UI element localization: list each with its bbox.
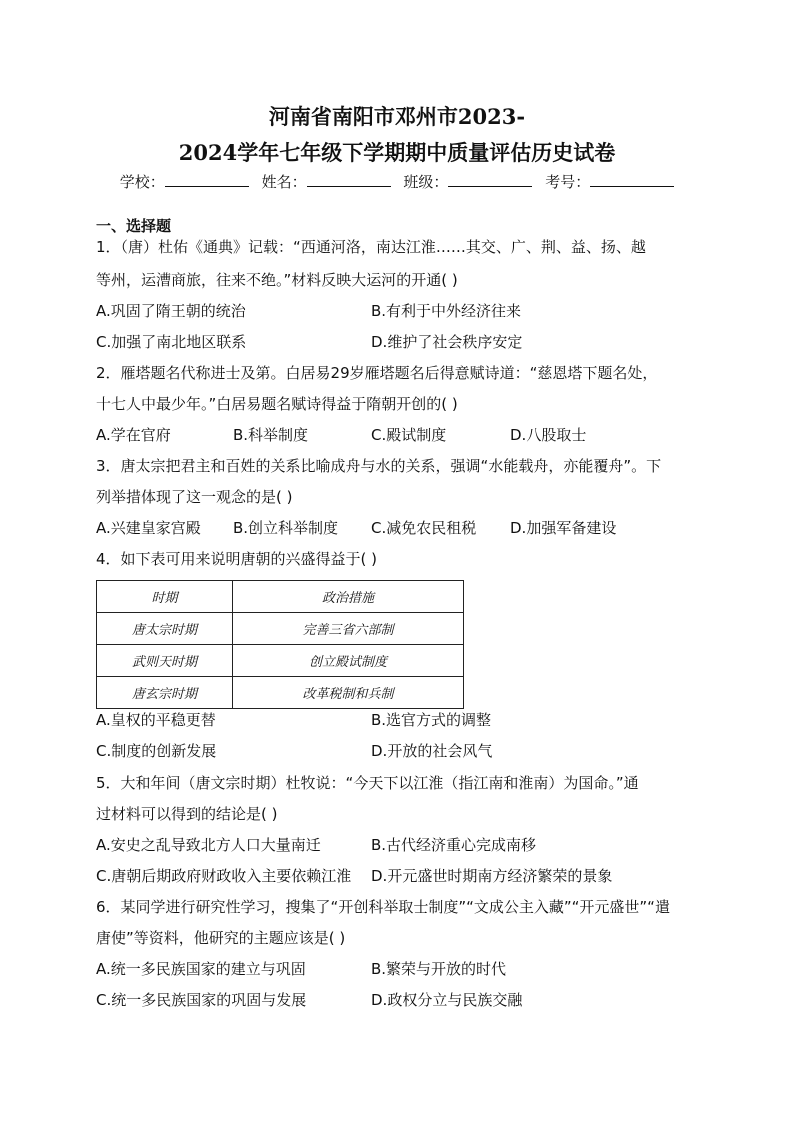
question-4-line-1: 4．如下表可用来说明唐朝的兴盛得益于( ) (96, 550, 378, 568)
question-5-option-a[interactable]: A.安史之乱导致北方人口大量南迁 (96, 836, 321, 854)
table-header-measures: 政治措施 (233, 581, 464, 613)
table-cell-measure: 改革税制和兵制 (233, 677, 464, 709)
exam-number-field: 考号： (545, 171, 674, 192)
question-1-option-d[interactable]: D.维护了社会秩序安定 (371, 333, 523, 351)
question-2-option-a[interactable]: A.学在官府 (96, 426, 171, 444)
student-info-row (0, 171, 794, 192)
school-blank[interactable] (165, 174, 249, 187)
question-3-line-1: 3．唐太宗把君主和百姓的关系比喻成舟与水的关系，强调“水能载舟，亦能覆舟”。下 (96, 457, 662, 475)
table-cell-period: 武则天时期 (97, 645, 233, 677)
question-6-option-a[interactable]: A.统一多民族国家的建立与巩固 (96, 960, 306, 978)
question-1-option-b[interactable]: B.有利于中外经济往来 (371, 302, 522, 320)
question-5-line-2: 过材料可以得到的结论是( ) (96, 805, 278, 823)
question-3-option-a[interactable]: A.兴建皇家宫殿 (96, 519, 201, 537)
question-3-option-c[interactable]: C.减免农民租税 (371, 519, 477, 537)
table-cell-period: 唐玄宗时期 (97, 677, 233, 709)
question-5-option-c[interactable]: C.唐朝后期政府财政收入主要依赖江淮 (96, 867, 352, 885)
question-4-option-a[interactable]: A.皇权的平稳更替 (96, 711, 216, 729)
question-3-line-2: 列举措体现了这一观念的是( ) (96, 488, 293, 506)
question-6-option-c[interactable]: C.统一多民族国家的巩固与发展 (96, 991, 307, 1009)
question-4-option-c[interactable]: C.制度的创新发展 (96, 742, 217, 760)
class-blank[interactable] (448, 174, 532, 187)
name-blank[interactable] (307, 174, 391, 187)
question-2-line-2: 十七人中最少年。”白居易题名赋诗得益于隋朝开创的( ) (96, 395, 458, 413)
question-1-option-a[interactable]: A.巩固了隋王朝的统治 (96, 302, 246, 320)
exam-title-line-2: 2024学年七年级下学期期中质量评估历史试卷 (178, 140, 616, 165)
name-field: 姓名： (262, 171, 391, 192)
exam-number-blank[interactable] (590, 174, 674, 187)
question-6-option-b[interactable]: B.繁荣与开放的时代 (371, 960, 507, 978)
table-row (97, 677, 464, 709)
question-4-option-d[interactable]: D.开放的社会风气 (371, 742, 493, 760)
political-measures-table (96, 580, 464, 709)
class-field: 班级： (403, 171, 532, 192)
table-header-period: 时期 (97, 581, 233, 613)
question-1-line-1: 1．（唐）杜佑《通典》记载：“西通河洛，南达江淮……其交、广、荆、益、扬、越 (96, 238, 646, 256)
table-cell-measure: 创立殿试制度 (233, 645, 464, 677)
question-1-line-2: 等州，运漕商旅，往来不绝。”材料反映大运河的开通( ) (96, 271, 458, 289)
question-3-option-d[interactable]: D.加强军备建设 (510, 519, 617, 537)
table-row (97, 645, 464, 677)
question-5-line-1: 5．大和年间（唐文宗时期）杜牧说：“今天下以江淮（指江南和淮南）为国命。”通 (96, 774, 639, 792)
table-header-row (97, 581, 464, 613)
question-6-line-1: 6．某同学进行研究性学习，搜集了“开创科举取士制度”“文成公主入藏”“开元盛世”“遣 (96, 898, 670, 916)
question-5-option-b[interactable]: B.古代经济重心完成南移 (371, 836, 537, 854)
question-2-option-c[interactable]: C.殿试制度 (371, 426, 447, 444)
school-field: 学校： (120, 171, 249, 192)
question-1-option-c[interactable]: C.加强了南北地区联系 (96, 333, 247, 351)
question-5-option-d[interactable]: D.开元盛世时期南方经济繁荣的景象 (371, 867, 613, 885)
table-cell-measure: 完善三省六部制 (233, 613, 464, 645)
table-cell-period: 唐太宗时期 (97, 613, 233, 645)
exam-title-line-1: 河南省南阳市邓州市2023- (268, 104, 526, 129)
table-row (97, 613, 464, 645)
section-title: 一、选择题 (96, 217, 172, 235)
question-4-option-b[interactable]: B.选官方式的调整 (371, 711, 492, 729)
question-2-line-1: 2．雁塔题名代称进士及第。白居易29岁雁塔题名后得意赋诗道：“慈恩塔下题名处， (96, 364, 658, 382)
question-6-option-d[interactable]: D.政权分立与民族交融 (371, 991, 523, 1009)
question-6-line-2: 唐使”等资料，他研究的主题应该是( ) (96, 929, 346, 947)
question-2-option-d[interactable]: D.八股取士 (510, 426, 587, 444)
question-3-option-b[interactable]: B.创立科举制度 (233, 519, 339, 537)
question-2-option-b[interactable]: B.科举制度 (233, 426, 309, 444)
